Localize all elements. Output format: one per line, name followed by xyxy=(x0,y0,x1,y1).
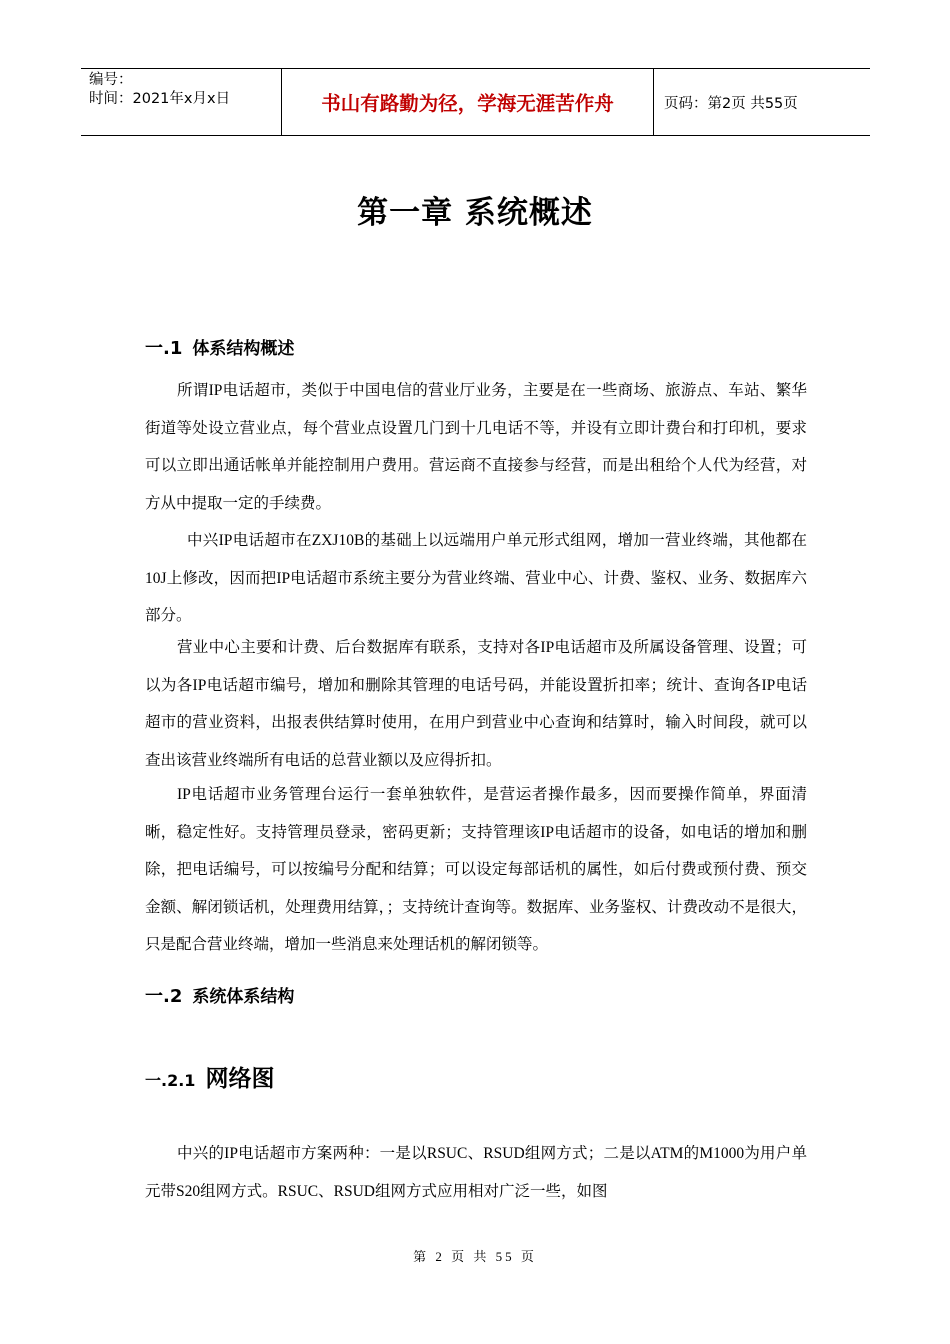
header-motto: 书山有路勤为径，学海无涯苦作舟 xyxy=(281,69,654,135)
section-number: 一.1 xyxy=(145,338,183,359)
paragraph: 所谓IP电话超市，类似于中国电信的营业厅业务，主要是在一些商场、旅游点、车站、繁华街道等处设立营业点，每个营业点设置几门到十几电话不等，并设有立即计费台和打印机，要求可以立即出通话帐单并能控制用户费用。营运商不直接参与经营，而是出租给个人代为经营，对方从中提取一定的手续费。 xyxy=(145,382,807,512)
section-title: 网络图 xyxy=(205,1066,275,1092)
section-heading-1-1 xyxy=(145,334,294,360)
header-meta xyxy=(81,69,281,135)
section-heading-1-2 xyxy=(145,982,294,1008)
paragraph: IP电话超市业务管理台运行一套单独软件，是营运者操作最多，因而要操作简单，界面清晰，稳定性好。支持管理员登录，密码更新；支持管理该IP电话超市的设备，如电话的增加和删除，把电话编号，可以按编号分配和结算；可以设定每部话机的属性，如后付费或预付费、预交金额、解闭锁话机，处理费用结算，；支持统计查询等。数据库、业务鉴权、计费改动不是很大，只是配合营业终端，增加一些消息来处理话机的解闭锁等。 xyxy=(145,786,807,954)
document-number: 编号： xyxy=(89,72,133,88)
chapter-title: 第一章 系统概述 xyxy=(357,195,593,231)
header-page-info: 页码：第2页 共55页 xyxy=(664,95,798,112)
section-title: 体系结构概述 xyxy=(192,339,295,359)
subsection-heading-1-2-1 xyxy=(145,1060,274,1093)
page-header xyxy=(81,68,870,136)
page-footer: 第 2 页 共 55 页 xyxy=(413,1249,537,1264)
section-number: 一.2.1 xyxy=(145,1071,196,1090)
section-number: 一.2 xyxy=(145,986,183,1007)
section-title: 系统体系结构 xyxy=(192,987,295,1007)
paragraph: 中兴的IP电话超市方案两种：一是以RSUC、RSUD组网方式；二是以ATM的M1000为用户单元带S20组网方式。RSUC、RSUD组网方式应用相对广泛一些，如图 xyxy=(145,1145,807,1200)
paragraph: 中兴IP电话超市在ZXJ10B的基础上以远端用户单元形式组网，增加一营业终端，其他都在10J上修改，因而把IP电话超市系统主要分为营业终端、营业中心、计费、鉴权、业务、数据库六部分。 xyxy=(145,532,807,625)
document-time: 时间：2021年x月x日 xyxy=(89,91,231,107)
paragraph: 营业中心主要和计费、后台数据库有联系，支持对各IP电话超市及所属设备管理、设置；可以为各IP电话超市编号，增加和删除其管理的电话号码，并能设置折扣率；统计、查询各IP电话超市的营业资料，出报表供结算时使用，在用户到营业中心查询和结算时，输入时间段，就可以查出该营业终端所有电话的总营业额以及应得折扣。 xyxy=(145,639,807,769)
